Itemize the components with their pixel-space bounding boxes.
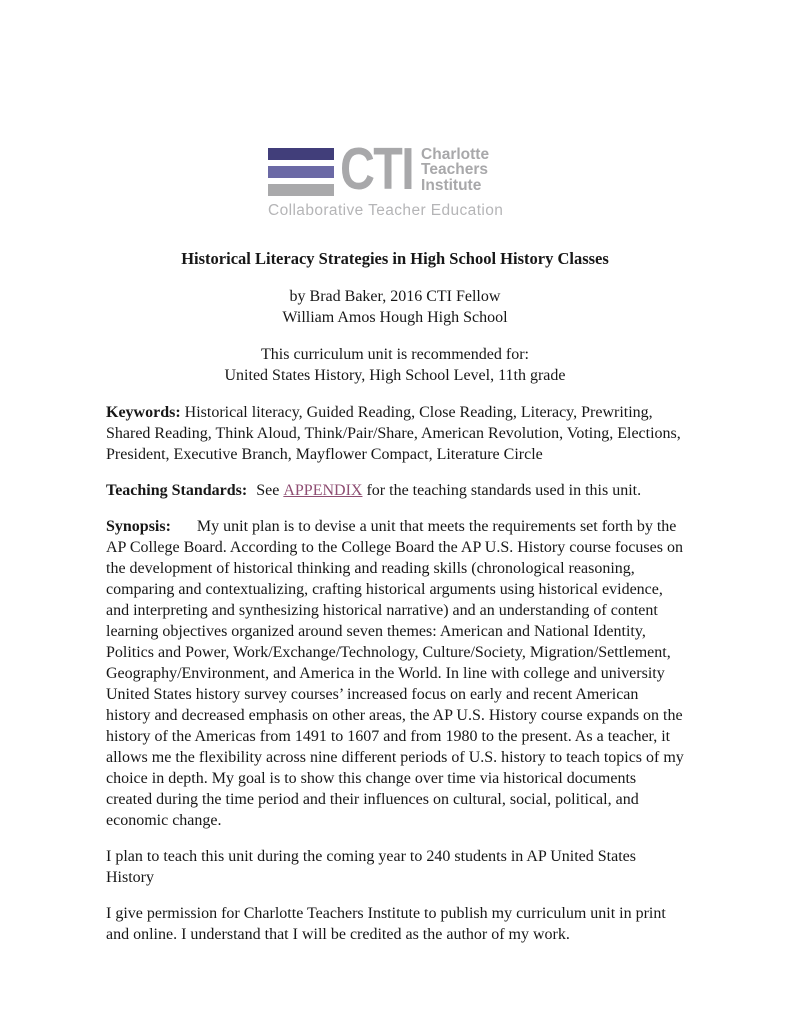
cti-logo-name-line-2: Teachers bbox=[421, 161, 488, 179]
permission-paragraph: I give permission for Charlotte Teachers Institute to publish my curriculum unit in print and online. I understand that I will be credited as the author of my work. bbox=[106, 905, 666, 943]
synopsis-paragraph bbox=[106, 516, 684, 831]
teaching-standards-post-link: for the teaching standards used in this unit. bbox=[366, 482, 642, 499]
keywords-paragraph bbox=[106, 402, 684, 465]
cti-logo-bar-top bbox=[268, 148, 334, 160]
cti-logo-bar-middle bbox=[268, 166, 334, 178]
cti-logo-name-line-1: Charlotte bbox=[421, 146, 490, 163]
recommendation-detail: United States History, High School Level, 11th grade bbox=[224, 367, 566, 384]
cti-logo-name-line-3: Institute bbox=[421, 176, 482, 194]
unit-title: Historical Literacy Strategies in High School History Classes bbox=[181, 249, 609, 268]
cti-logo-tagline: Collaborative Teacher Education bbox=[268, 202, 504, 219]
author-byline: by Brad Baker, 2016 CTI Fellow bbox=[289, 288, 501, 305]
cti-logo-bar-bottom bbox=[268, 184, 334, 196]
teaching-standards-pre-link: See bbox=[256, 482, 280, 499]
cti-logo-name bbox=[421, 146, 489, 193]
cti-logo-bars-icon bbox=[268, 146, 334, 196]
synopsis-label: Synopsis: bbox=[106, 518, 171, 535]
synopsis-text: My unit plan is to devise a unit that meets the requirements set forth by the AP College Board. According to the College Board the AP U.S. History course focuses on the development of historical thinking and reading skills (chronological reasoning, comparing and contextualizing, crafting historical arguments using historical evidence, and interpreting and synthesizing historical narrative) and an understanding of content learning objectives organized around seven themes: American and National Identity, Politics and Power, Work/Exchange/Technology, Culture/Society, Migration/Settlement, Geography/Environment, and America in the World. In line with college and university United States history survey courses’ increased focus on early and recent American history and decreased emphasis on other areas, the AP U.S. History course expands on the history of the Americas from 1491 to 1607 and from 1980 to the present. As a teacher, it allows me the flexibility across nine different periods of U.S. history to teach topics of my choice in depth. My goal is to show this change over time via historical documents created during the time period and their influences on cultural, social, political, and economic change. bbox=[106, 518, 684, 829]
author-school: William Amos Hough High School bbox=[282, 309, 508, 326]
cti-logo-acronym: CTI bbox=[340, 136, 414, 202]
recommendation-intro: This curriculum unit is recommended for: bbox=[261, 346, 529, 363]
teaching-standards-label: Teaching Standards: bbox=[106, 482, 248, 499]
keywords-label: Keywords: bbox=[106, 404, 181, 421]
cti-logo bbox=[268, 136, 538, 220]
keywords-text: Historical literacy, Guided Reading, Close Reading, Literacy, Prewriting, Shared Reading, Think Aloud, Think/Pair/Share, American Revolution, Voting, Elections, President, Executive Branch, Mayflower Compact, Literature Circle bbox=[106, 404, 681, 463]
teaching-plan-paragraph: I plan to teach this unit during the coming year to 240 students in AP United States History bbox=[106, 848, 636, 886]
document-content bbox=[106, 248, 684, 960]
appendix-link[interactable]: APPENDIX bbox=[283, 482, 363, 499]
teaching-standards-paragraph bbox=[106, 480, 684, 501]
